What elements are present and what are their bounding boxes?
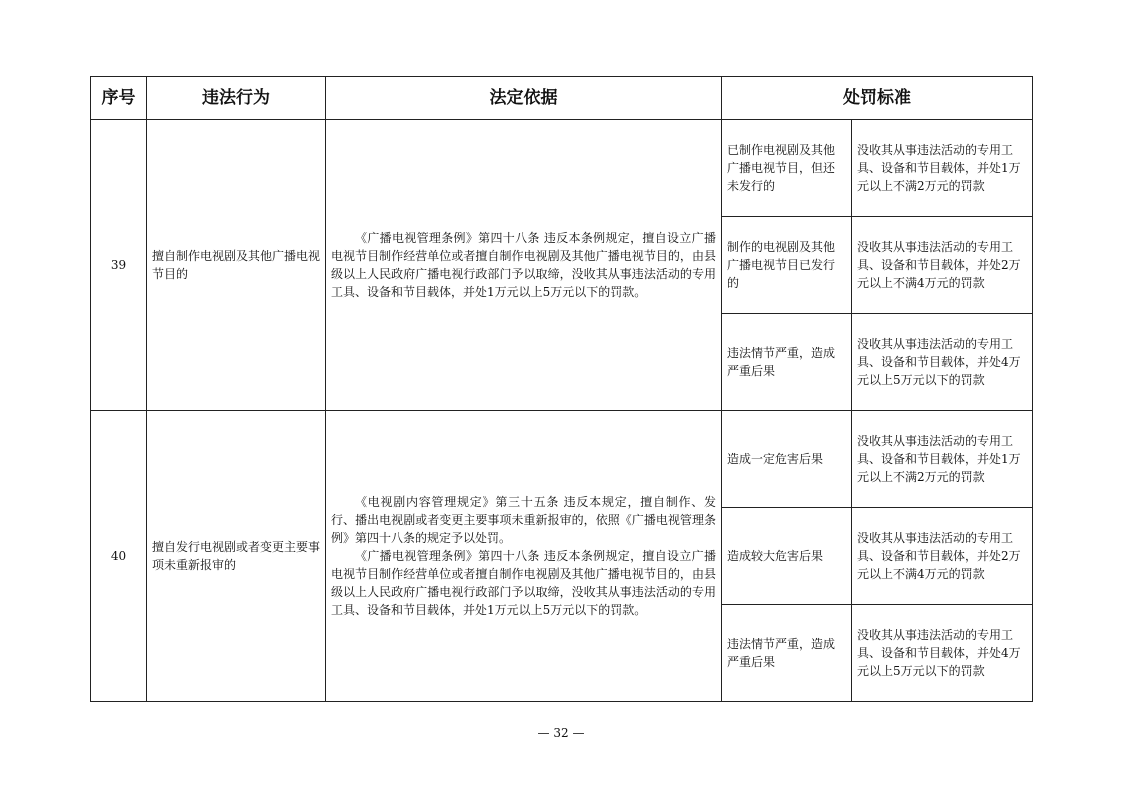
table-row: [91, 411, 1033, 508]
penalty-measure: 没收其从事违法活动的专用工具、设备和节目载体，并处4万元以上5万元以下的罚款: [852, 314, 1033, 411]
row-violation: 擅自发行电视剧或者变更主要事项未重新报审的: [147, 411, 326, 702]
penalty-measure: 没收其从事违法活动的专用工具、设备和节目载体，并处1万元以上不满2万元的罚款: [852, 411, 1033, 508]
penalty-measure: 没收其从事违法活动的专用工具、设备和节目载体，并处1万元以上不满2万元的罚款: [852, 120, 1033, 217]
penalty-measure: 没收其从事违法活动的专用工具、设备和节目载体，并处2万元以上不满4万元的罚款: [852, 508, 1033, 605]
penalty-condition: 制作的电视剧及其他广播电视节目已发行的: [722, 217, 852, 314]
penalty-table: [90, 76, 1033, 702]
header-seq: 序号: [91, 77, 147, 120]
row-legal-basis: [326, 120, 722, 411]
row-seq: 39: [91, 120, 147, 411]
header-basis: 法定依据: [326, 77, 722, 120]
header-row: [91, 77, 1033, 120]
header-penalty: 处罚标准: [722, 77, 1033, 120]
row-violation: 擅自制作电视剧及其他广播电视节目的: [147, 120, 326, 411]
row-legal-basis: [326, 411, 722, 702]
basis-paragraph: 《广播电视管理条例》第四十八条 违反本条例规定，擅自设立广播电视节目制作经营单位或者擅自制作电视剧及其他广播电视节目的，由县级以上人民政府广播电视行政部门予以取缔，没收其从事违法活动的专用工具、设备和节目载体，并处1万元以上5万元以下的罚款。: [331, 549, 716, 617]
page-number: — 32 —: [537, 726, 585, 740]
basis-paragraph: 《广播电视管理条例》第四十八条 违反本条例规定，擅自设立广播电视节目制作经营单位或者擅自制作电视剧及其他广播电视节目的，由县级以上人民政府广播电视行政部门予以取缔，没收其从事违法活动的专用工具、设备和节目载体，并处1万元以上5万元以下的罚款。: [331, 231, 716, 299]
table-row: [91, 120, 1033, 217]
header-violation: 违法行为: [147, 77, 326, 120]
penalty-condition: 违法情节严重，造成严重后果: [722, 605, 852, 702]
penalty-condition: 已制作电视剧及其他广播电视节目，但还未发行的: [722, 120, 852, 217]
basis-paragraph: 《电视剧内容管理规定》第三十五条 违反本规定，擅自制作、发行、播出电视剧或者变更主要事项未重新报审的，依照《广播电视管理条例》第四十八条的规定予以处罚。: [331, 495, 716, 545]
penalty-condition: 造成一定危害后果: [722, 411, 852, 508]
penalty-measure: 没收其从事违法活动的专用工具、设备和节目载体，并处2万元以上不满4万元的罚款: [852, 217, 1033, 314]
penalty-condition: 造成较大危害后果: [722, 508, 852, 605]
row-seq: 40: [91, 411, 147, 702]
penalty-measure: 没收其从事违法活动的专用工具、设备和节目载体，并处4万元以上5万元以下的罚款: [852, 605, 1033, 702]
penalty-condition: 违法情节严重，造成严重后果: [722, 314, 852, 411]
